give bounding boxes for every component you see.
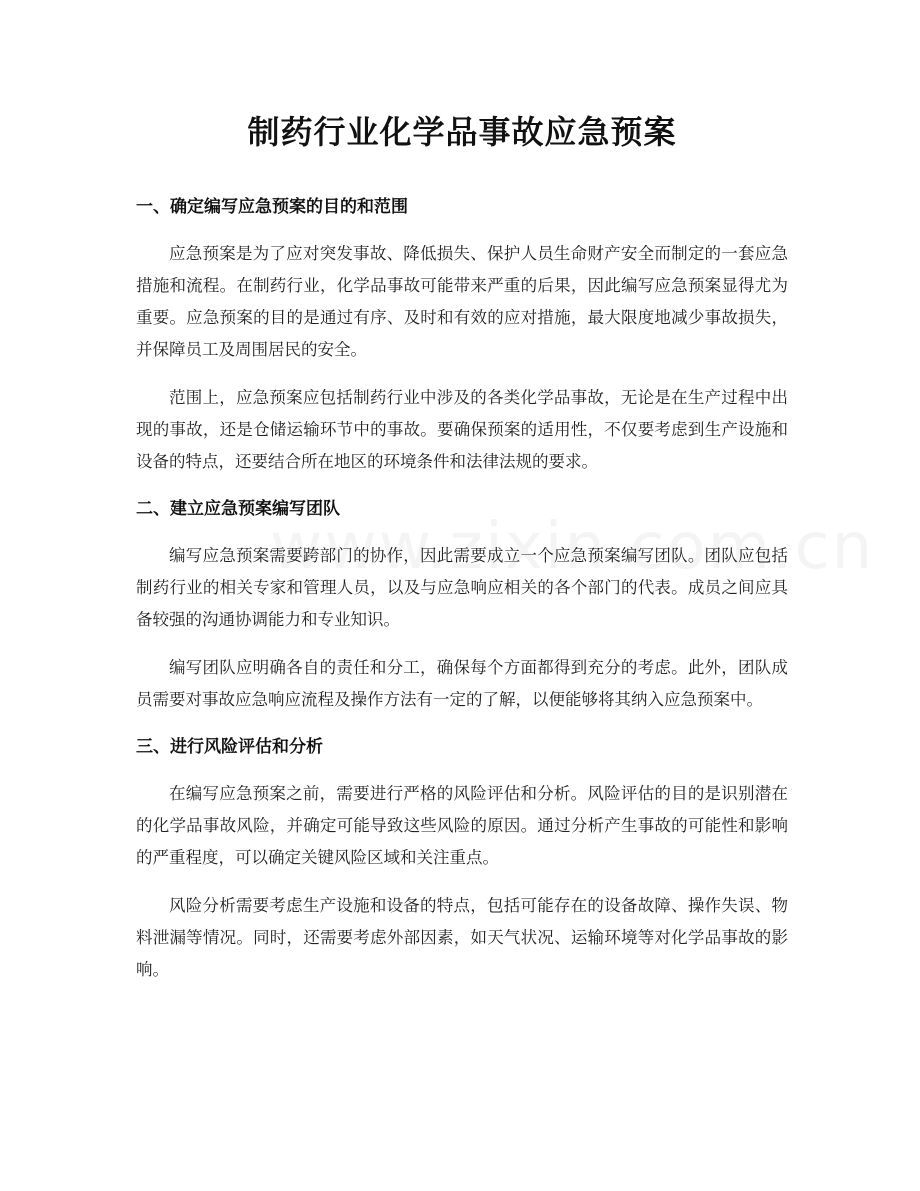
section-2 — [136, 494, 788, 716]
section-heading: 三、进行风险评估和分析 — [136, 737, 323, 757]
paragraph: 应急预案是为了应对突发事故、降低损失、保护人员生命财产安全而制定的一套应急措施和流程。在制药行业，化学品事故可能带来严重的后果，因此编写应急预案显得尤为重要。应急预案的目的是通过有序、及时和有效的应对措施，最大限度地减少事故损失，并保障员工及周围居民的安全。 — [136, 244, 788, 359]
paragraph: 在编写应急预案之前，需要进行严格的风险评估和分析。风险评估的目的是识别潜在的化学品事故风险，并确定可能导致这些风险的原因。通过分析产生事故的可能性和影响的严重程度，可以确定关键风险区域和关注重点。 — [136, 784, 788, 867]
section-heading: 二、建立应急预案编写团队 — [136, 499, 340, 519]
paragraph: 编写应急预案需要跨部门的协作，因此需要成立一个应急预案编写团队。团队应包括制药行业的相关专家和管理人员，以及与应急响应相关的各个部门的代表。成员之间应具备较强的沟通协调能力和专业知识。 — [136, 546, 788, 629]
paragraph: 风险分析需要考虑生产设施和设备的特点，包括可能存在的设备故障、操作失误、物料泄漏等情况。同时，还需要考虑外部因素，如天气状况、运输环境等对化学品事故的影响。 — [136, 896, 788, 979]
section-1 — [136, 192, 788, 478]
section-3 — [136, 732, 788, 986]
paragraph: 范围上，应急预案应包括制药行业中涉及的各类化学品事故，无论是在生产过程中出现的事故，还是仓储运输环节中的事故。要确保预案的适用性，不仅要考虑到生产设施和设备的特点，还要结合所在地区的环境条件和法律法规的要求。 — [136, 388, 788, 471]
document-title: 制药行业化学品事故应急预案 — [247, 113, 677, 151]
paragraph: 编写团队应明确各自的责任和分工，确保每个方面都得到充分的考虑。此外，团队成员需要对事故应急响应流程及操作方法有一定的了解，以便能够将其纳入应急预案中。 — [136, 658, 788, 709]
section-heading: 一、确定编写应急预案的目的和范围 — [136, 197, 408, 217]
